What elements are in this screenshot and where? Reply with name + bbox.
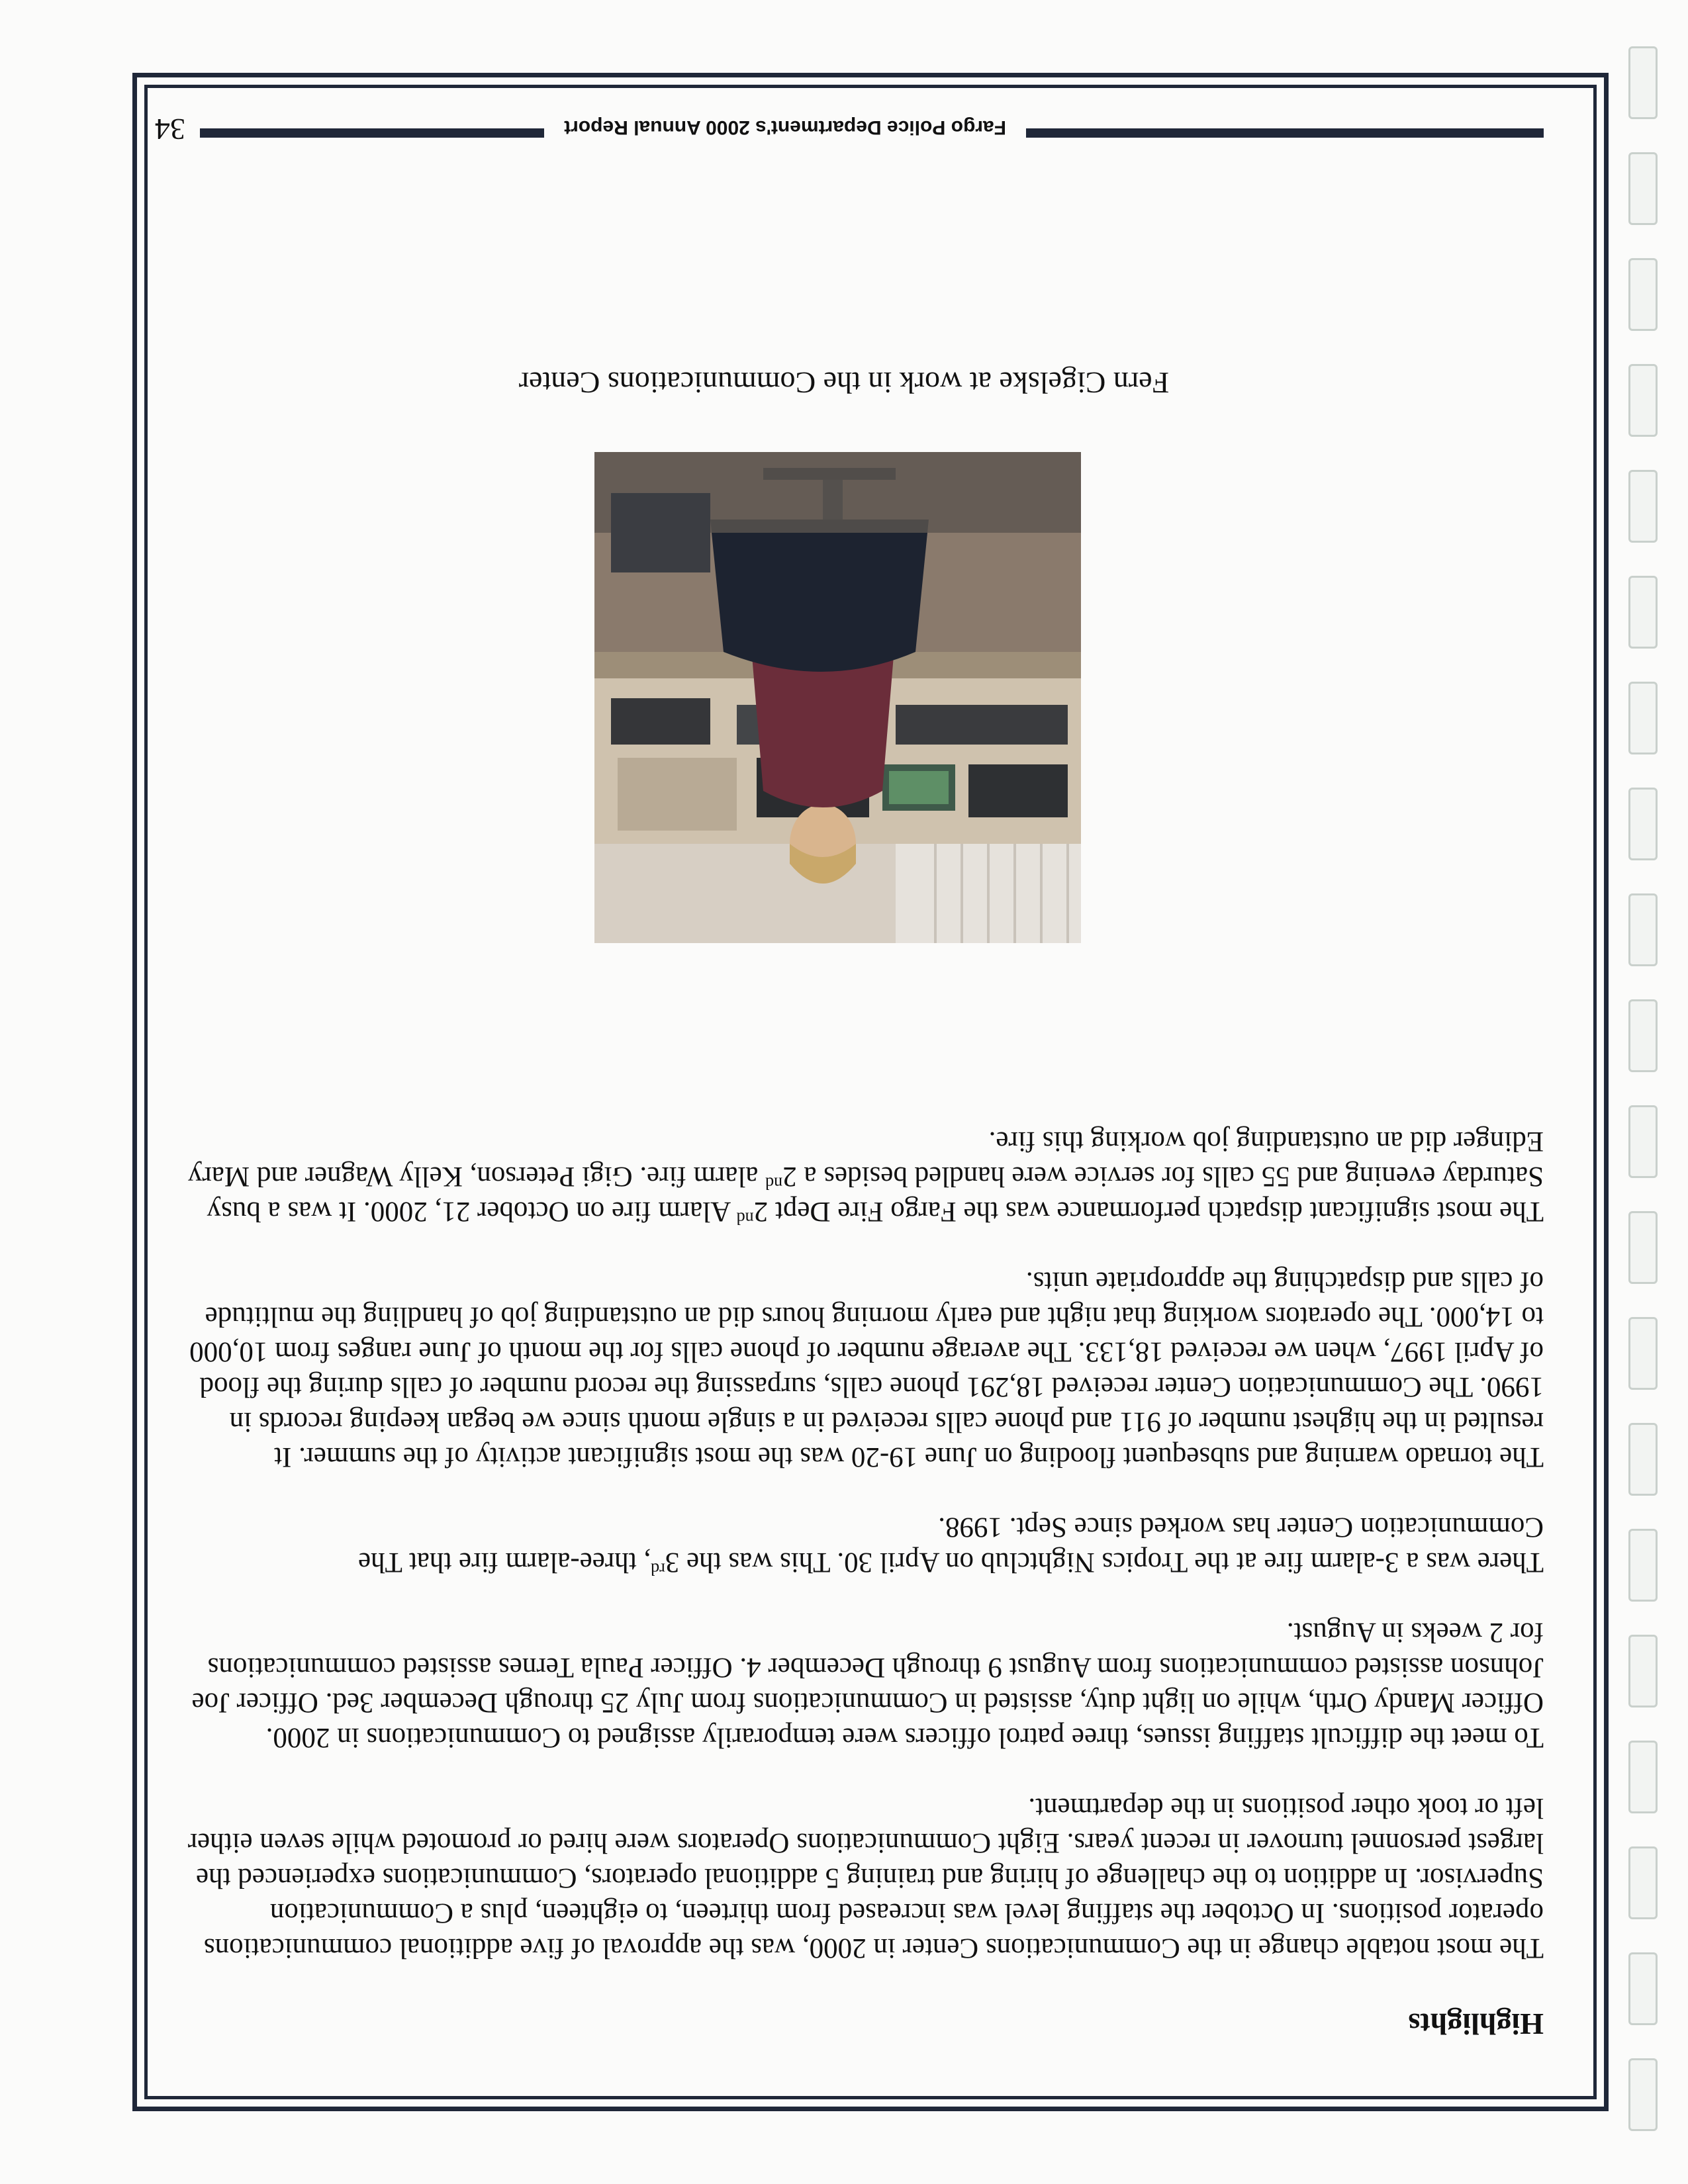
binder-hole [1628, 1317, 1658, 1390]
binder-hole [1628, 1105, 1658, 1178]
binder-hole [1628, 152, 1658, 225]
binder-hole [1628, 1846, 1658, 1919]
binder-holes [1628, 40, 1668, 2158]
binder-hole [1628, 1211, 1658, 1284]
paragraph-tropics-fire: There was a 3-alarm fire at the Tropics Nightclub on April 30. This was the 3rd, three-alarm fire that The Communication Center has worked since Sept. 1998. [358, 1512, 1544, 1579]
paragraph-tornado-flooding: The tornado warning and subsequent flooding on June 19-20 was the most significant activity of the summer. It resulted in the highest number of 911 and phone calls received in a single month since we began keeping records in 1990. The Communication Center received 18,291 phone calls, surpassing the record number of calls during the flood of April 1997, when we received 18,133. The average number of phone calls for the month of June ranges from 10,000 to 14,000. The operators working that night and early morning hours did an outstanding job of handling the multitude of calls and dispatching the appropriate units. [189, 1266, 1544, 1473]
binder-hole [1628, 1529, 1658, 1602]
footer-report-title: Fargo Police Department's 2000 Annual Report [544, 111, 1026, 143]
binder-hole [1628, 1635, 1658, 1707]
binder-hole [1628, 999, 1658, 1072]
binder-hole [1628, 2058, 1658, 2131]
communications-center-photo [594, 452, 1081, 943]
paragraph-fire-dept-alarm: The most significant dispatch performance was the Fargo Fire Dept 2nd Alarm fire on October 21, 2000. It was a busy Saturday evening and 55 calls for service were handled besides a 2nd alarm fire. Gigi Peterson, Kelly Wagner and Mary Edinger did an outstanding job working this fire. [187, 1126, 1544, 1228]
photo-illustration [594, 452, 1081, 943]
binder-hole [1628, 682, 1658, 754]
binder-hole [1628, 46, 1658, 119]
binder-hole [1628, 1741, 1658, 1813]
binder-hole [1628, 470, 1658, 543]
binder-hole [1628, 576, 1658, 649]
binder-hole [1628, 1952, 1658, 2025]
binder-hole [1628, 788, 1658, 860]
binder-hole [1628, 893, 1658, 966]
binder-hole [1628, 1423, 1658, 1496]
photo-caption: Fern Cigelske at work in the Communications Center [518, 366, 1170, 400]
binder-hole [1628, 258, 1658, 331]
section-heading: Highlights [1408, 2007, 1544, 2041]
binder-hole [1628, 364, 1658, 437]
page-number: 34 [155, 113, 185, 146]
paragraph-staffing: The most notable change in the Communications Center in 2000, was the approval of five additional communications operator positions. In October the staffing level was increased from thirteen, to eighteen, plus a Communication Supervisor. In addition to the challenge of hiring and training 5 additional operators, Communications experienced the largest personnel turnover in recent years. Eight Communications Operators were hired or promoted while seven either left or took other positions in the department. [187, 1792, 1544, 1964]
body-text [180, 1089, 1544, 1966]
paragraph-patrol-officers: To meet the difficult staffing issues, three patrol officers were temporarily assigned to Communications in 2000. Officer Mandy Orth, while on light duty, assisted in Communications from July 25 through December 3ed. Officer Joe Johnson assisted communications from August 9 through December 4. Officer Paula Ternes assisted communications for 2 weeks in August. [191, 1617, 1544, 1753]
